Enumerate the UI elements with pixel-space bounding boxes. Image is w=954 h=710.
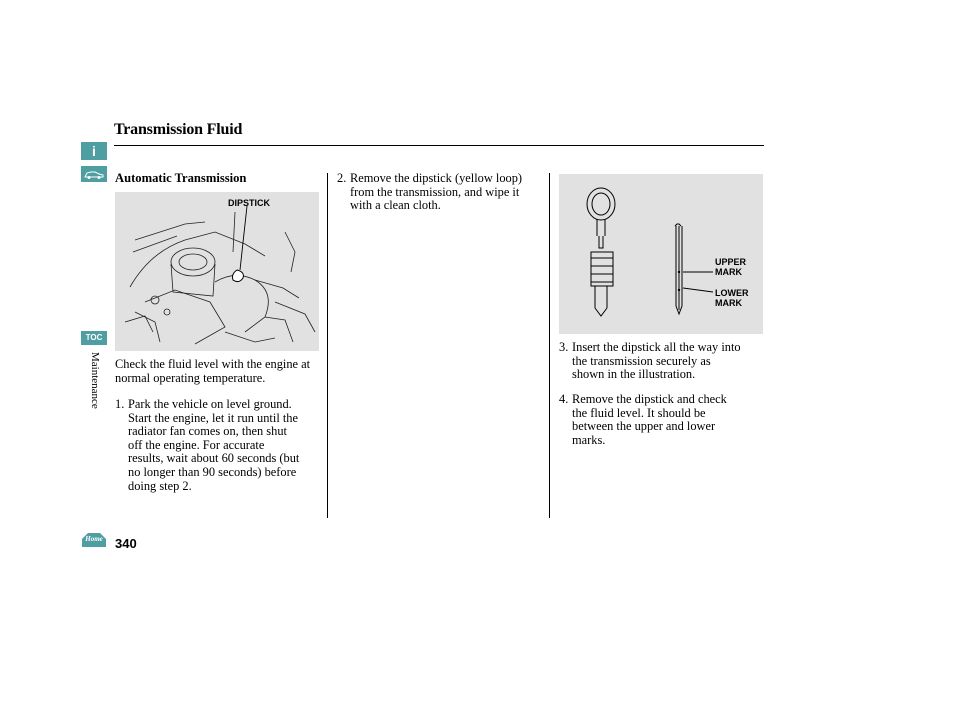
home-label: Home bbox=[85, 535, 103, 543]
section-tab-maintenance: Maintenance bbox=[89, 352, 101, 409]
lower-mark-label: LOWER MARK bbox=[715, 288, 749, 308]
title-divider bbox=[114, 145, 764, 146]
step-2-text: Remove the dipstick (yellow loop) from the transmission, and wipe it with a clean cloth. bbox=[350, 171, 523, 213]
dipstick-figure bbox=[559, 174, 763, 334]
info-button[interactable] bbox=[81, 142, 107, 160]
step-4-text: Remove the dipstick and check the fluid level. It should be between the upper and lower marks. bbox=[572, 392, 727, 447]
home-button[interactable] bbox=[80, 531, 108, 548]
engine-bay-illustration bbox=[115, 192, 319, 351]
vehicle-button[interactable] bbox=[81, 166, 107, 182]
step-1 bbox=[115, 398, 325, 493]
step-3-text: Insert the dipstick all the way into the transmission securely as shown in the illustration. bbox=[572, 340, 741, 382]
engine-figure bbox=[115, 192, 319, 351]
page-title: Transmission Fluid bbox=[114, 121, 243, 138]
step-3-number: 3. bbox=[559, 340, 569, 354]
step-2 bbox=[337, 172, 543, 213]
dipstick-illustration bbox=[559, 174, 763, 334]
step-1-number: 1. bbox=[115, 397, 125, 411]
car-icon bbox=[81, 166, 107, 182]
column-divider-2 bbox=[549, 173, 550, 518]
step-4-number: 4. bbox=[559, 392, 569, 406]
step-4 bbox=[559, 393, 763, 447]
intro-paragraph: Check the fluid level with the engine at normal operating temperature. bbox=[115, 357, 311, 385]
step-1-text: Park the vehicle on level ground. Start the engine, let it run until the radiator fan comes on, then shut off the engine. For accurate results, wait about 60 seconds (but no longer than 90 seconds) before doing step 2. bbox=[128, 397, 300, 493]
page-number: 340 bbox=[115, 536, 137, 551]
info-icon: i bbox=[92, 143, 96, 159]
dipstick-label: DIPSTICK bbox=[228, 198, 271, 208]
step-3 bbox=[559, 341, 763, 382]
upper-mark-label: UPPER MARK bbox=[715, 257, 747, 277]
column-divider-1 bbox=[327, 173, 328, 518]
step-2-number: 2. bbox=[337, 171, 347, 185]
section-heading: Automatic Transmission bbox=[115, 171, 247, 185]
toc-button[interactable] bbox=[81, 331, 107, 345]
toc-label: TOC bbox=[85, 333, 103, 342]
